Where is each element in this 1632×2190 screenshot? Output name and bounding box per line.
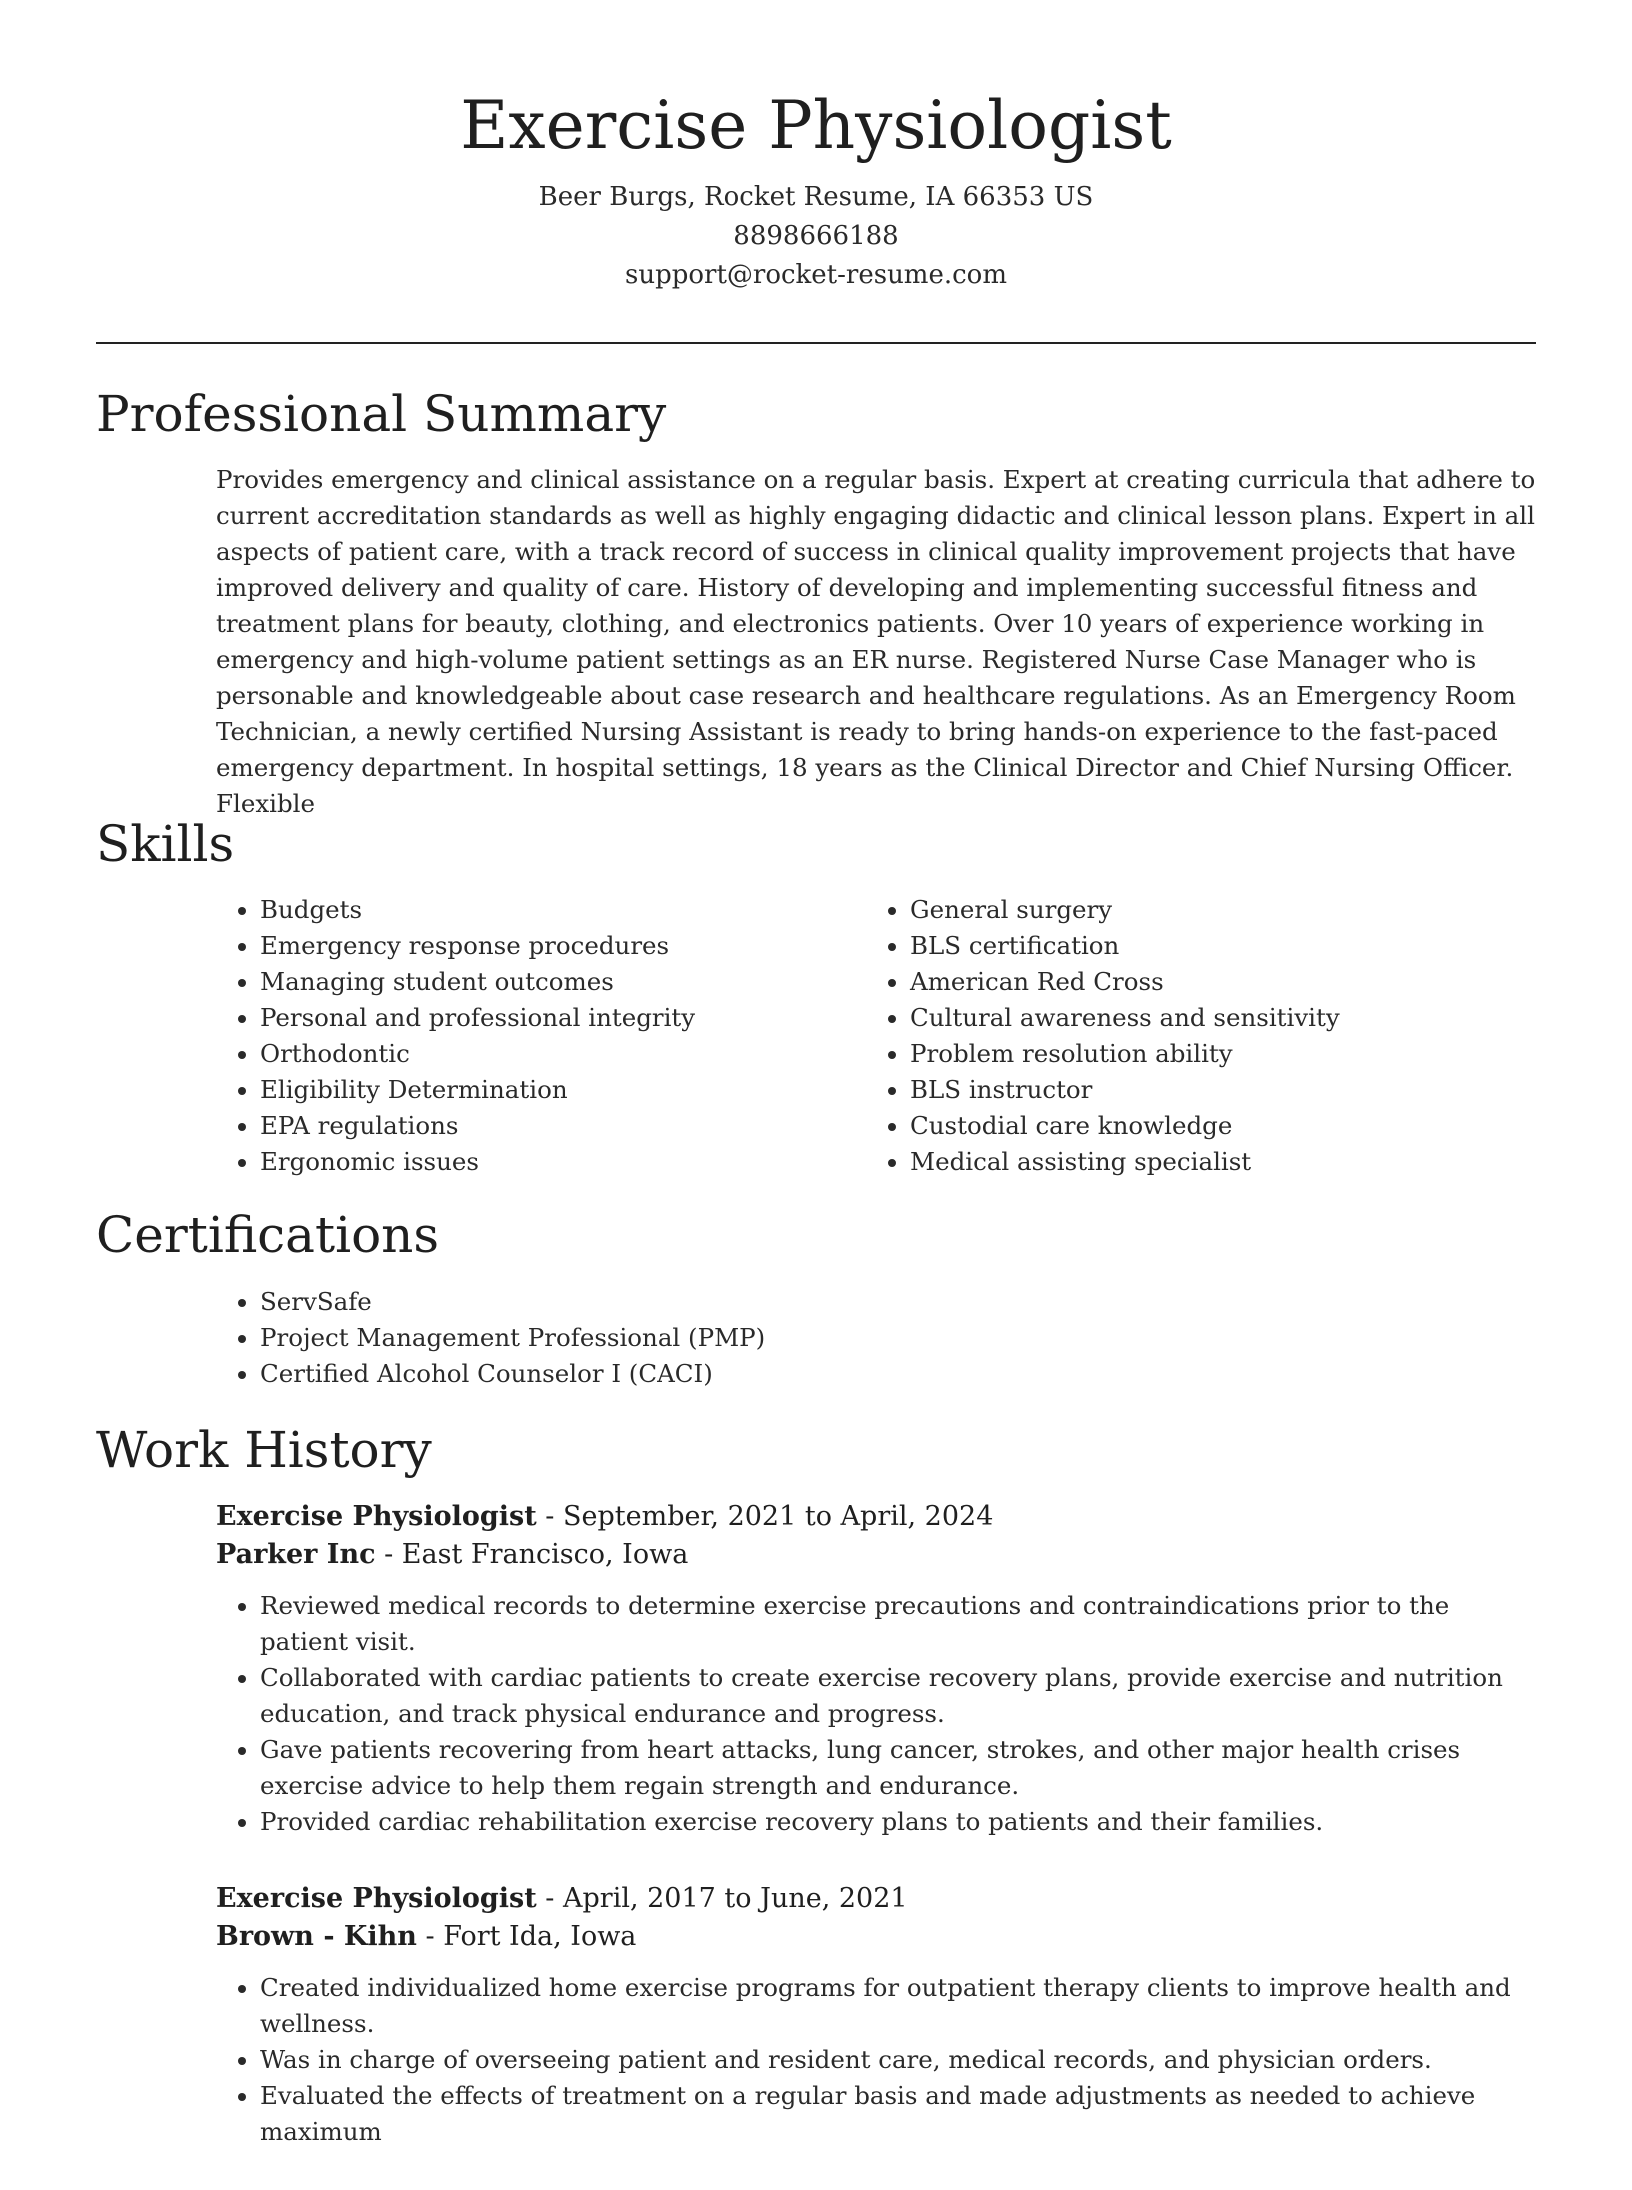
skill-item: • BLS instructor [910, 1072, 1516, 1108]
candidate-name: Exercise Physiologist [460, 87, 1172, 164]
job-bullet: • Provided cardiac rehabilitation exercise recovery plans to patients and their families. [260, 1804, 1536, 1840]
skill-item: • Eligibility Determination [260, 1072, 866, 1108]
job-position: Exercise Physiologist [216, 1883, 537, 1914]
job-position: Exercise Physiologist [216, 1501, 537, 1532]
job-bullet: • Reviewed medical records to determine exercise precautions and contraindications prior to the patient visit. [260, 1588, 1536, 1660]
contact-info [0, 178, 1632, 295]
skill-item: • Cultural awareness and sensitivity [910, 1000, 1516, 1036]
job-bullet: • Created individualized home exercise programs for outpatient therapy clients to improve health and wellness. [260, 1970, 1536, 2042]
certification-item: • ServSafe [260, 1284, 1536, 1320]
contact-email: support@rocket-resume.com [624, 260, 1007, 290]
job-bullets [216, 1970, 1536, 2150]
skill-item: • Ergonomic issues [260, 1144, 866, 1180]
skill-item: • Managing student outcomes [260, 964, 866, 1000]
skill-item: • American Red Cross [910, 964, 1516, 1000]
job-company-line [216, 1918, 1536, 1956]
summary-section [216, 462, 1536, 822]
work-history-section [216, 1498, 1536, 2190]
skill-item: • Custodial care knowledge [910, 1108, 1516, 1144]
certifications-heading: Certifications [96, 1206, 440, 1264]
skill-item: • Problem resolution ability [910, 1036, 1516, 1072]
summary-text: Provides emergency and clinical assistance on a regular basis. Expert at creating curricula that adhere to current accreditation standards as well as highly engaging didactic and clinical lesson plans. Expert in all aspects of patient care, with a track record of success in clinical quality improvement projects that have improved delivery and quality of care. History of developing and implementing successful fitness and treatment plans for beauty, clothing, and electronics patients. Over 10 years of experience working in emergency and high-volume patient settings as an ER nurse. Registered Nurse Case Manager who is personable and knowledgeable about case research and healthcare regulations. As an Emergency Room Technician, a newly certified Nursing Assistant is ready to bring hands-on experience to the fast-paced emergency department. In hospital settings, 18 years as the Clinical Director and Chief Nursing Officer. Flexible [216, 465, 1536, 818]
job-bullet: • Gave patients recovering from heart attacks, lung cancer, strokes, and other major health crises exercise advice to help them regain strength and endurance. [260, 1732, 1536, 1804]
job-dates: - September, 2021 to April, 2024 [536, 1501, 994, 1532]
summary-heading: Professional Summary [96, 385, 667, 443]
contact-address: Beer Burgs, Rocket Resume, IA 66353 US [538, 182, 1094, 212]
certifications-list [216, 1284, 1536, 1392]
contact-phone: 8898666188 [733, 221, 899, 251]
job-location: - Fort Ida, Iowa [416, 1921, 637, 1952]
job-title-line [216, 1880, 1536, 1918]
skill-item: • EPA regulations [260, 1108, 866, 1144]
resume-header [0, 0, 1632, 295]
certification-item: • Project Management Professional (PMP) [260, 1320, 1536, 1356]
skills-list-left [216, 892, 866, 1180]
header-divider [96, 342, 1536, 344]
work-history-heading: Work History [96, 1421, 432, 1479]
job-bullets [216, 1588, 1536, 1840]
certification-item: • Certified Alcohol Counselor I (CACI) [260, 1356, 1536, 1392]
job-entry [216, 1498, 1536, 1840]
skills-list-right [866, 892, 1516, 1180]
skills-heading: Skills [96, 815, 235, 873]
job-title-line [216, 1498, 1536, 1536]
skills-section [216, 892, 1536, 1180]
job-dates: - April, 2017 to June, 2021 [536, 1883, 908, 1914]
job-bullet: • Was in charge of overseeing patient and resident care, medical records, and physician orders. [260, 2042, 1536, 2078]
job-company-line [216, 1536, 1536, 1574]
skill-item: • Emergency response procedures [260, 928, 866, 964]
certifications-section [216, 1284, 1536, 1392]
skill-item: • Personal and professional integrity [260, 1000, 866, 1036]
job-company: Brown - Kihn [216, 1921, 417, 1952]
skill-item: • Orthodontic [260, 1036, 866, 1072]
skill-item: • BLS certification [910, 928, 1516, 964]
job-location: - East Francisco, Iowa [375, 1539, 689, 1570]
skill-item: • Medical assisting specialist [910, 1144, 1516, 1180]
job-company: Parker Inc [216, 1539, 376, 1570]
skill-item: • Budgets [260, 892, 866, 928]
job-entry [216, 1880, 1536, 2150]
job-bullet: • Collaborated with cardiac patients to create exercise recovery plans, provide exercise and nutrition education, and track physical endurance and progress. [260, 1660, 1536, 1732]
skill-item: • General surgery [910, 892, 1516, 928]
job-bullet: • Evaluated the effects of treatment on a regular basis and made adjustments as needed to achieve maximum [260, 2078, 1536, 2150]
